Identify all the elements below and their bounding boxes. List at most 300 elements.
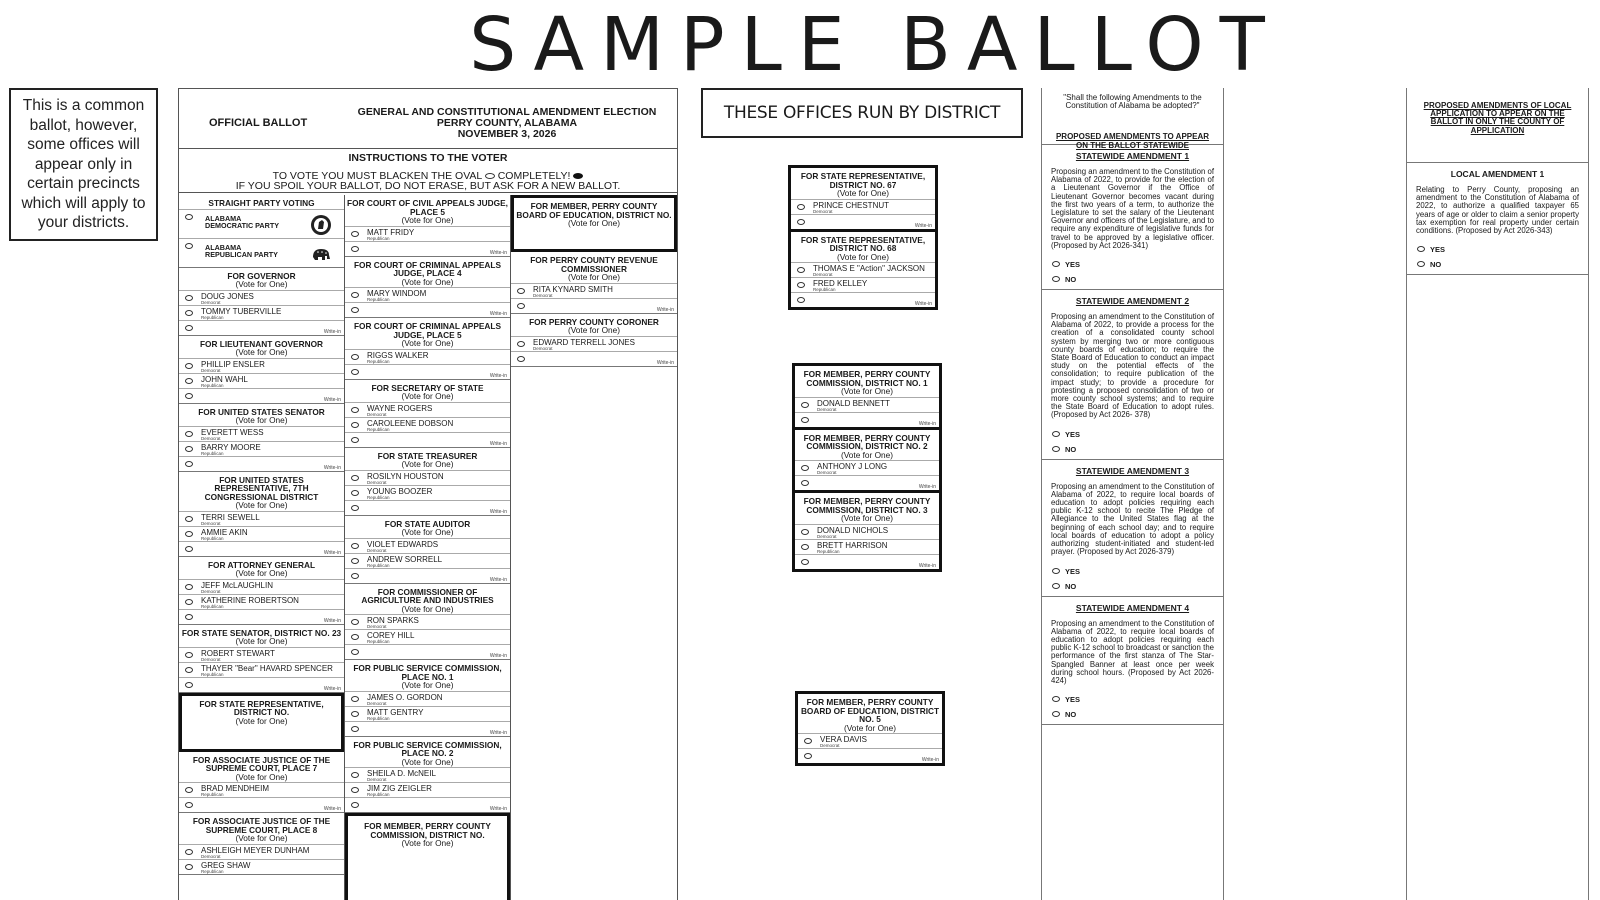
candidate-party: Republican (201, 382, 224, 388)
candidate-name: RON SPARKS (367, 616, 419, 625)
candidate-row[interactable] (179, 426, 344, 441)
vote-oval[interactable] (185, 325, 193, 331)
vote-for-one: (Vote for One) (401, 756, 454, 767)
candidate-row[interactable] (345, 417, 510, 432)
write-in-label: Write-in (323, 464, 341, 471)
race-title: FOR MEMBER, PERRY COUNTY COMMISSION, DISTRICT NO. 3 (803, 496, 931, 515)
candidate-name: FRED KELLEY (813, 279, 868, 288)
vote-oval[interactable] (797, 282, 805, 288)
write-in-row[interactable] (179, 677, 344, 692)
write-in-row[interactable] (179, 456, 344, 471)
race-title: FOR ASSOCIATE JUSTICE OF THE SUPREME COURT, PLACE 7 (192, 754, 331, 773)
vote-oval[interactable] (351, 696, 359, 702)
vote-oval[interactable] (1417, 246, 1425, 252)
candidate-name: EDWARD TERRELL JONES (533, 337, 635, 347)
race-title: FOR MEMBER, PERRY COUNTY BOARD OF EDUCATION, DISTRICT NO. 5 (800, 697, 940, 724)
statewide-amendment-4 (1042, 596, 1223, 726)
candidate-name: PRINCE CHESTNUT (813, 200, 890, 210)
vote-for-one: (Vote for One) (401, 338, 454, 348)
write-in-label: Write-in (489, 806, 507, 812)
candidate-name: TOMMY TUBERVILLE (201, 306, 282, 316)
write-in-row[interactable] (179, 541, 344, 556)
race-title: FOR STATE REPRESENTATIVE, DISTRICT NO. 68 (800, 234, 926, 253)
statewide-amendment-3 (1042, 459, 1223, 596)
write-in-row[interactable] (345, 721, 510, 736)
candidate-row[interactable] (179, 441, 344, 456)
candidate-name: JEFF McLAUGHLIN (201, 580, 274, 590)
candidate-row[interactable] (179, 647, 344, 662)
vote-oval[interactable] (801, 559, 809, 565)
candidate-row[interactable] (345, 402, 510, 417)
candidate-row[interactable] (791, 262, 935, 277)
candidate-party: Republican (367, 358, 390, 364)
candidate-row[interactable] (179, 579, 344, 594)
vote-for-one: (Vote for One) (401, 391, 454, 401)
candidate-row[interactable] (791, 199, 935, 214)
vote-oval[interactable] (801, 465, 809, 471)
race-title: FOR PUBLIC SERVICE COMMISSION, PLACE NO. 1 (353, 663, 502, 682)
candidate-party: Republican (201, 535, 224, 541)
amendment-no-option[interactable]: NO (1051, 707, 1214, 722)
amendment-no-option[interactable]: NO (1051, 579, 1214, 594)
write-in-label: Write-in (656, 359, 674, 366)
race-col2-1 (345, 257, 510, 319)
candidate-party: Democrat (201, 367, 221, 373)
candidate-row[interactable] (345, 691, 510, 706)
vote-oval[interactable] (185, 446, 193, 452)
vote-oval[interactable] (351, 307, 359, 313)
race-col1-0 (179, 268, 344, 336)
candidate-party: Democrat (201, 520, 221, 526)
candidate-name: MARY WINDOM (367, 289, 427, 298)
vote-oval[interactable] (797, 204, 805, 210)
race-col2-8 (345, 737, 510, 814)
vote-for-one: (Vote for One) (235, 568, 288, 578)
vote-oval[interactable] (1417, 261, 1425, 267)
race-title: FOR LIEUTENANT GOVERNOR (199, 338, 324, 349)
write-in-row[interactable] (179, 797, 344, 812)
vote-oval[interactable] (185, 864, 193, 870)
ballot-header (179, 89, 677, 149)
vote-oval[interactable] (351, 354, 359, 360)
race-boe-district-blank: FOR MEMBER, PERRY COUNTY BOARD OF EDUCATION, DISTRICT NO. (Vote for One) (511, 195, 677, 252)
candidate-name: RIGGS WALKER (367, 350, 429, 360)
race-rep-1 (791, 229, 935, 308)
vote-oval[interactable] (185, 310, 193, 316)
race-title: FOR ATTORNEY GENERAL (207, 559, 316, 570)
vote-oval[interactable] (1052, 711, 1060, 717)
vote-oval[interactable] (351, 505, 359, 511)
vote-oval[interactable] (1052, 568, 1060, 574)
candidate-row[interactable] (179, 859, 344, 874)
write-in-row[interactable] (511, 351, 677, 366)
candidate-row[interactable] (795, 460, 939, 475)
vote-oval[interactable] (1052, 696, 1060, 702)
candidate-party: Democrat (533, 345, 553, 351)
candidate-name: JIM ZIG ZEIGLER (367, 784, 432, 793)
vote-oval[interactable] (1052, 446, 1060, 452)
amendment-no-option[interactable]: NO (1051, 272, 1214, 287)
candidate-party: Republican (367, 715, 390, 721)
write-in-label: Write-in (323, 396, 341, 403)
vote-oval[interactable] (804, 738, 812, 744)
vote-oval[interactable] (351, 246, 359, 252)
race-title: FOR PUBLIC SERVICE COMMISSION, PLACE NO. 2 (353, 739, 502, 758)
race-col2-5 (345, 516, 510, 584)
statewide-amendments (1041, 88, 1224, 900)
amendment-yes-option[interactable]: YES (1051, 692, 1214, 707)
candidate-name: TERRI SEWELL (201, 512, 260, 522)
candidate-row[interactable] (345, 553, 510, 568)
candidate-row[interactable] (179, 594, 344, 609)
vote-oval[interactable] (801, 544, 809, 550)
vote-oval[interactable] (185, 546, 193, 552)
candidate-name: DONALD BENNETT (817, 398, 890, 408)
vote-oval[interactable] (351, 619, 359, 625)
candidate-row[interactable] (795, 397, 939, 412)
candidate-party: Republican (201, 792, 224, 797)
vote-oval[interactable] (1052, 276, 1060, 282)
candidate-name: ANDREW SORRELL (367, 554, 443, 564)
write-in-label: Write-in (489, 729, 507, 736)
candidate-name: VIOLET EDWARDS (367, 539, 439, 549)
write-in-row[interactable] (791, 292, 935, 307)
vote-oval[interactable] (517, 341, 525, 347)
filled-oval-icon (573, 173, 583, 179)
amendment-title: STATEWIDE AMENDMENT 1 (1075, 151, 1190, 161)
vote-for-one: (Vote for One) (836, 188, 890, 198)
write-in-label: Write-in (323, 549, 341, 556)
voter-instructions: INSTRUCTIONS TO THE VOTER TO VOTE YOU MUST BLACKEN THE OVAL COMPLETELY! IF YOU SPOIL YOUR BALLOT, DO NOT ERASE, BUT ASK FOR A NEW BALLOT. (179, 149, 677, 193)
candidate-party: Democrat (367, 479, 387, 485)
statewide-header: PROPOSED AMENDMENTS TO APPEAR ON THE BALLOT STATEWIDE (1055, 132, 1210, 150)
candidate-party: Democrat (533, 292, 553, 298)
candidate-row[interactable] (179, 844, 344, 859)
amendment-text: Proposing an amendment to the Constitution of Alabama of 2022, to require local boards of education to adopt policies requiring each public K-12 school to recite The Pledge of Allegiance to the United States flag at the beginning of each school day; and to require local boards of education to adopt a policy authorizing student-initiated and student-led prayer. (Proposed by Act 2026-379) (1051, 481, 1214, 557)
race-title: FOR STATE REPRESENTATIVE, DISTRICT NO. 67 (800, 171, 926, 190)
amendment-title: STATEWIDE AMENDMENT 3 (1075, 465, 1190, 476)
vote-oval[interactable] (351, 292, 359, 298)
write-in-row[interactable] (345, 432, 510, 447)
amendment-yes-option[interactable]: YES (1051, 564, 1214, 579)
vote-oval[interactable] (351, 634, 359, 640)
candidate-party: Republican (367, 792, 390, 797)
candidate-party: Democrat (813, 272, 833, 277)
common-ballot-note: This is a common ballot, however, some offices will appear only in certain precincts which will apply to your districts. (9, 88, 158, 241)
vote-oval[interactable] (1052, 261, 1060, 267)
amendment-yes-option[interactable]: YES (1051, 427, 1214, 442)
race-title: FOR GOVERNOR (227, 270, 296, 281)
candidate-party: Democrat (367, 624, 387, 629)
vote-oval[interactable] (351, 726, 359, 732)
vote-oval[interactable] (351, 407, 359, 413)
race-title: FOR PERRY COUNTY REVENUE COMMISSIONER (530, 255, 658, 274)
vote-oval[interactable] (351, 787, 359, 793)
vote-oval[interactable] (185, 461, 193, 467)
candidate-row[interactable] (345, 226, 510, 241)
candidate-name: JOHN WAHL (201, 374, 248, 384)
vote-for-one: (Vote for One) (235, 500, 288, 510)
candidate-name: WAYNE ROGERS (367, 403, 433, 413)
candidate-party: Democrat (817, 470, 837, 475)
candidate-name: JAMES O. GORDON (367, 692, 443, 702)
write-in-row[interactable] (345, 241, 510, 256)
amendment-no-option[interactable]: NO (1051, 442, 1214, 457)
write-in-row[interactable] (345, 644, 510, 659)
candidate-row[interactable] (345, 614, 510, 629)
vote-oval[interactable] (351, 475, 359, 481)
race-col1-2 (179, 404, 344, 472)
candidate-row[interactable] (345, 287, 510, 302)
vote-oval[interactable] (185, 516, 193, 522)
candidate-row[interactable] (511, 283, 677, 298)
race-col2-0 (345, 195, 510, 257)
candidate-name: DOUG JONES (201, 291, 254, 301)
vote-oval[interactable] (351, 437, 359, 443)
candidate-row[interactable] (345, 706, 510, 721)
race-title: FOR ASSOCIATE JUSTICE OF THE SUPREME COURT, PLACE 8 (192, 816, 331, 835)
vote-oval[interactable] (797, 219, 805, 225)
candidate-row[interactable] (795, 539, 939, 554)
vote-oval[interactable] (804, 753, 812, 759)
write-in-row[interactable] (795, 475, 939, 490)
write-in-label: Write-in (489, 576, 507, 583)
candidate-row[interactable] (795, 524, 939, 539)
race-col2-7 (345, 660, 510, 737)
vote-oval[interactable] (351, 490, 359, 496)
write-in-label: Write-in (918, 484, 936, 490)
vote-for-one: (Vote for One) (401, 680, 454, 690)
vote-oval[interactable] (185, 652, 193, 658)
vote-oval[interactable] (797, 297, 805, 303)
candidate-party: Republican (201, 868, 224, 874)
vote-oval[interactable] (185, 802, 193, 808)
write-in-row[interactable] (179, 609, 344, 624)
vote-oval[interactable] (185, 378, 193, 384)
vote-oval[interactable] (185, 614, 193, 620)
vote-for-one: (Vote for One) (843, 722, 897, 733)
candidate-party: Republican (201, 314, 224, 320)
candidate-party: Republican (201, 603, 224, 609)
vote-oval[interactable] (351, 772, 359, 778)
vote-for-one: (Vote for One) (235, 279, 288, 289)
candidate-party: Republican (817, 548, 840, 554)
vote-for-one: (Vote for One) (401, 459, 454, 469)
vote-oval[interactable] (185, 243, 193, 249)
vote-oval[interactable] (351, 543, 359, 549)
candidate-party: Democrat (201, 588, 221, 594)
vote-oval[interactable] (351, 369, 359, 375)
vote-oval[interactable] (801, 529, 809, 535)
candidate-row[interactable] (179, 511, 344, 526)
candidate-row[interactable] (179, 526, 344, 541)
district-boe-box (795, 691, 945, 766)
write-in-row[interactable] (179, 388, 344, 403)
vote-oval[interactable] (801, 402, 809, 408)
candidate-party: Democrat (817, 406, 837, 412)
candidate-party: Democrat (817, 533, 837, 539)
vote-oval[interactable] (351, 558, 359, 564)
write-in-row[interactable] (345, 302, 510, 317)
candidate-row[interactable] (791, 277, 935, 292)
vote-oval[interactable] (185, 682, 193, 688)
candidate-party: Democrat (820, 743, 840, 748)
candidate-name: EVERETT WESS (201, 427, 264, 437)
candidate-row[interactable] (179, 782, 344, 797)
candidate-row[interactable] (345, 349, 510, 364)
candidate-row[interactable] (345, 485, 510, 500)
vote-oval[interactable] (185, 667, 193, 673)
vote-oval[interactable] (1052, 583, 1060, 589)
race-col2-4 (345, 448, 510, 516)
candidate-row[interactable] (179, 358, 344, 373)
candidate-row[interactable] (345, 782, 510, 797)
write-in-label: Write-in (323, 806, 341, 812)
candidate-name: GREG SHAW (201, 860, 251, 870)
amendment-title: STATEWIDE AMENDMENT 2 (1075, 296, 1190, 307)
race-title: FOR STATE TREASURER (377, 450, 478, 461)
candidate-row[interactable] (345, 767, 510, 782)
candidate-party: Democrat (201, 299, 221, 305)
election-title: GENERAL AND CONSTITUTIONAL AMENDMENT ELECTION PERRY COUNTY, ALABAMA NOVEMBER 3, 2026 (357, 106, 657, 140)
write-in-label: Write-in (489, 440, 507, 447)
vote-for-one: (Vote for One) (401, 527, 454, 537)
write-in-label: Write-in (921, 757, 939, 763)
vote-for-one: (Vote for One) (235, 415, 288, 425)
race-title: FOR COURT OF CRIMINAL APPEALS JUDGE, PLACE 4 (353, 259, 502, 278)
vote-oval[interactable] (351, 422, 359, 428)
vote-for-one: (Vote for One) (401, 603, 454, 614)
candidate-name: THOMAS E "Action" JACKSON (813, 264, 925, 273)
race-commission-0 (795, 366, 939, 427)
vote-oval[interactable] (801, 480, 809, 486)
write-in-row[interactable] (791, 214, 935, 229)
candidate-party: Republican (201, 671, 224, 677)
vote-oval[interactable] (797, 267, 805, 273)
write-in-row[interactable] (345, 568, 510, 583)
vote-oval[interactable] (517, 356, 525, 362)
vote-oval[interactable] (351, 649, 359, 655)
ballot-column-3 (511, 195, 677, 900)
amendment-title: STATEWIDE AMENDMENT 4 (1075, 602, 1190, 613)
write-in-row[interactable] (798, 748, 942, 763)
race-title: FOR COURT OF CIVIL APPEALS JUDGE, PLACE 5 (347, 198, 508, 217)
candidate-party: Republican (367, 562, 390, 568)
race-title: FOR UNITED STATES SENATOR (198, 406, 325, 417)
vote-for-one: (Vote for One) (401, 215, 454, 225)
vote-for-one: (Vote for One) (836, 251, 890, 262)
candidate-name: YOUNG BOOZER (367, 486, 433, 496)
vote-for-one: (Vote for One) (840, 386, 894, 396)
race-title: FOR PERRY COUNTY CORONER (529, 316, 659, 327)
vote-oval[interactable] (351, 231, 359, 237)
official-ballot (178, 88, 678, 900)
candidate-row[interactable] (511, 336, 677, 351)
race-commission-2 (795, 490, 939, 569)
write-in-row[interactable] (345, 797, 510, 812)
vote-oval[interactable] (185, 849, 193, 855)
candidate-party: Democrat (367, 777, 387, 782)
district-state-rep-box (788, 165, 938, 310)
candidate-name: ROBERT STEWART (201, 648, 275, 658)
amendment-text: Proposing an amendment to the Constitution of Alabama of 2022, to require local boards of education to adopt policies requiring each public K-12 school to broadcast or sanction the performance of the first stanza of The Star-Spangled Banner at least once per week during school hours. (Proposed by Act 2026-424) (1051, 618, 1214, 685)
vote-oval[interactable] (351, 573, 359, 579)
candidate-row[interactable] (798, 733, 942, 748)
candidate-row[interactable] (179, 373, 344, 388)
vote-oval[interactable] (517, 303, 525, 309)
write-in-label: Write-in (918, 420, 936, 427)
candidate-name: BARRY MOORE (201, 442, 261, 452)
race-commission-district-blank: FOR MEMBER, PERRY COUNTY COMMISSION, DISTRICT NO. (Vote for One) (345, 813, 510, 900)
candidate-party: Democrat (201, 656, 221, 662)
candidate-name: CAROLEENE DOBSON (367, 418, 454, 428)
race-col3-1 (511, 314, 677, 367)
write-in-label: Write-in (914, 301, 932, 307)
race-title: FOR SECRETARY OF STATE (371, 382, 484, 393)
local-yes-option[interactable]: YES (1416, 242, 1579, 257)
candidate-row[interactable] (179, 305, 344, 320)
write-in-row[interactable] (511, 298, 677, 313)
party-republican[interactable]: ALABAMA REPUBLICAN PARTY (179, 238, 344, 267)
vote-oval[interactable] (185, 787, 193, 793)
vote-oval[interactable] (185, 431, 193, 437)
vote-oval[interactable] (185, 295, 193, 301)
vote-oval[interactable] (1052, 431, 1060, 437)
candidate-party: Democrat (367, 700, 387, 706)
vote-for-one: (Vote for One) (235, 833, 288, 843)
candidate-row[interactable] (179, 662, 344, 677)
write-in-row[interactable] (345, 364, 510, 379)
vote-oval[interactable] (185, 393, 193, 399)
write-in-row[interactable] (795, 412, 939, 427)
race-col1-5 (179, 625, 344, 693)
candidate-party: Democrat (367, 547, 387, 553)
candidate-row[interactable] (345, 470, 510, 485)
candidate-row[interactable] (345, 629, 510, 644)
vote-oval[interactable] (185, 599, 193, 605)
vote-oval[interactable] (351, 711, 359, 717)
vote-oval[interactable] (351, 802, 359, 808)
race-col1-after-1 (179, 813, 344, 875)
amendment-text: Proposing an amendment to the Constitution of Alabama of 2022, to provide for the election of a Lieutenant Governor if the Office of Lieutenant Governor becomes vacant during the first two years of a term, to authorize the Legislature to set the salary of the Lieutenant Governor and officers of the Legislature, and to require any expenditure of legislative funds for travel to be approved by a legislative officer. (Proposed by Act 2026-341) (1051, 167, 1214, 250)
candidate-name: RITA KYNARD SMITH (533, 284, 613, 294)
vote-oval[interactable] (185, 363, 193, 369)
write-in-row[interactable] (795, 554, 939, 569)
candidate-party: Republican (813, 287, 836, 292)
race-title: FOR STATE AUDITOR (384, 518, 471, 529)
write-in-label: Write-in (489, 508, 507, 515)
vote-oval[interactable] (517, 288, 525, 294)
vote-oval[interactable] (185, 214, 193, 220)
write-in-label: Write-in (914, 222, 932, 229)
race-boe-0 (798, 694, 942, 763)
write-in-row[interactable] (179, 320, 344, 335)
party-democratic[interactable]: ALABAMA DEMOCRATIC PARTY (179, 209, 344, 238)
vote-oval[interactable] (185, 531, 193, 537)
race-title: FOR MEMBER, PERRY COUNTY COMMISSION, DISTRICT NO. 1 (803, 369, 931, 388)
candidate-row[interactable] (345, 538, 510, 553)
amendment-yes-option[interactable]: YES (1051, 257, 1214, 272)
candidate-party: Republican (201, 450, 224, 456)
local-no-option[interactable]: NO (1416, 257, 1579, 272)
candidate-row[interactable] (179, 290, 344, 305)
instructions-title: INSTRUCTIONS TO THE VOTER (348, 152, 508, 164)
vote-oval[interactable] (801, 417, 809, 423)
write-in-label: Write-in (323, 685, 341, 692)
district-offices-header: THESE OFFICES RUN BY DISTRICT (701, 88, 1023, 138)
vote-oval[interactable] (185, 584, 193, 590)
write-in-row[interactable] (345, 500, 510, 515)
